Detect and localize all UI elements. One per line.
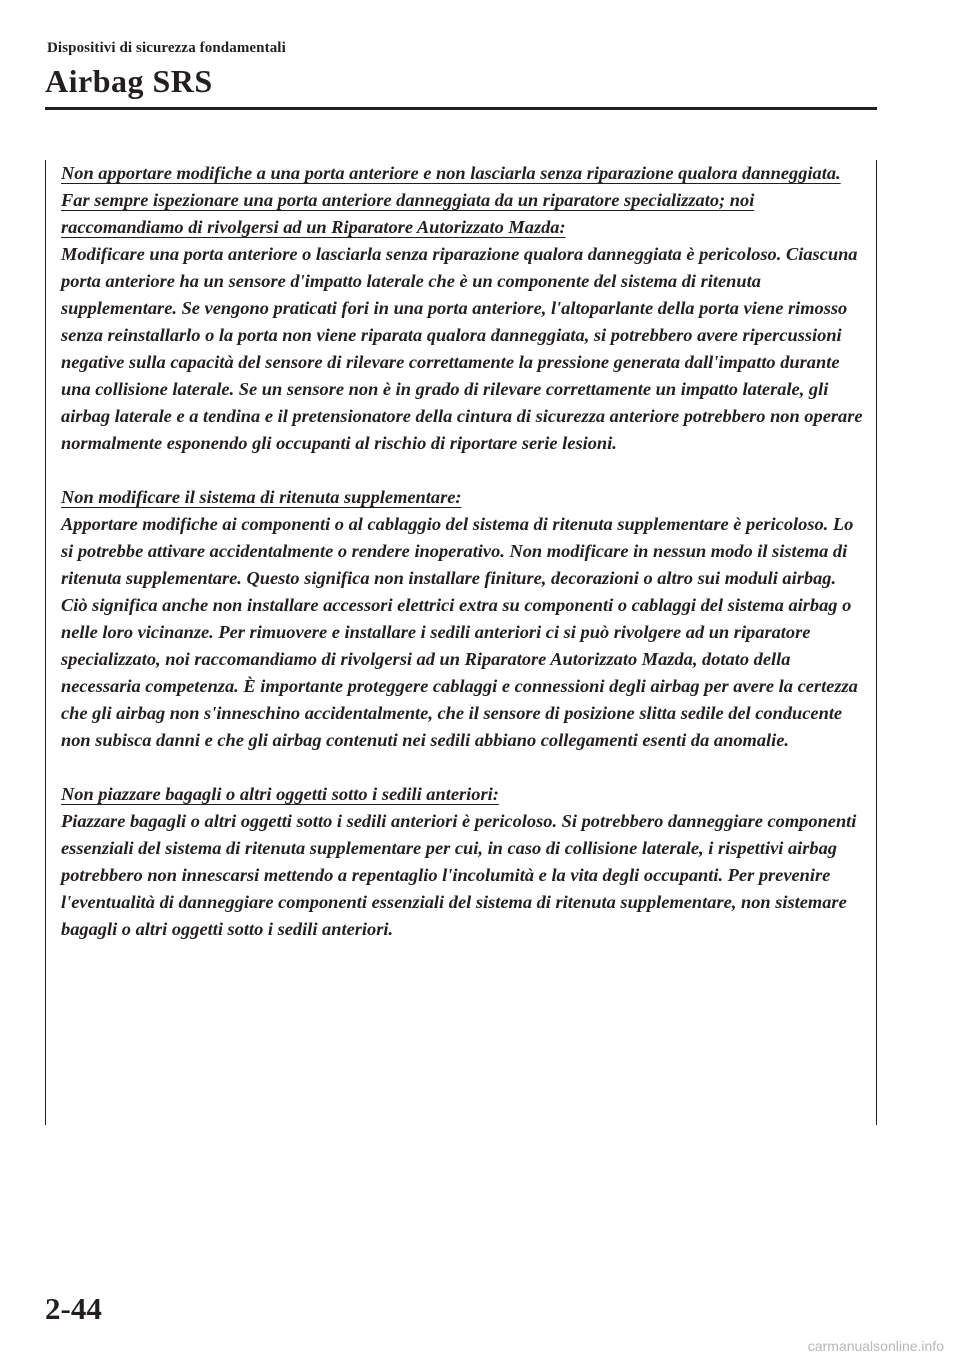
warning-bracket-right xyxy=(876,160,877,1125)
header-rule xyxy=(45,107,877,110)
warning-text: Modificare una porta anteriore o lasciarla senza riparazione qualora danneggiata è pericoloso. Ciascuna porta anteriore ha un sensore d'impatto laterale che è un componente del sistema di ritenuta supplementare. Se vengono praticati fori in una porta anteriore, l'altoparlante della porta viene rimosso senza reinstallarlo o la porta non viene riparata qualora danneggiata, si potrebbero avere ripercussioni negative sulla capacità del sensore di rilevare correttamente la pressione generata dall'impatto durante una collisione laterale. Se un sensore non è in grado di rilevare correttamente un impatto laterale, gli airbag laterale e a tendina e il pretensionatore della cintura di sicurezza anteriore potrebbero non operare normalmente esponendo gli occupanti al rischio di riportare serie lesioni. xyxy=(61,244,863,453)
warning-text: Apportare modifiche ai componenti o al cablaggio del sistema di ritenuta supplementare è pericoloso. Lo si potrebbe attivare accidentalmente o rendere inoperativo. Non modificare in nessun modo il sistema di ritenuta supplementare. Questo significa non installare finiture, decorazioni o altro sui moduli airbag. Ciò significa anche non installare accessori elettrici extra su componenti o cablaggi del sistema airbag o nelle loro vicinanze. Per rimuovere e installare i sedili anteriori ci si può rivolgere ad un riparatore specializzato, noi raccomandiamo di rivolgersi ad un Riparatore Autorizzato Mazda, dotato della necessaria competenza. È importante proteggere cablaggi e connessioni degli airbag per avere la certezza che gli airbag non s'inneschino accidentalmente, che il sensore di posizione slitta sedile del conducente non subisca danni e che gli airbag contenuti nei sedili abbiano collegamenti esenti da anomalie. xyxy=(61,514,858,750)
warning-box xyxy=(61,160,866,943)
page-number: 2-44 xyxy=(45,1291,102,1326)
section-label: Dispositivi di sicurezza fondamentali xyxy=(47,40,286,56)
watermark: carmanualsonline.info xyxy=(807,1338,944,1354)
warning-block xyxy=(61,160,866,457)
warning-block xyxy=(61,781,866,943)
warning-bracket-left xyxy=(45,160,46,1125)
page-title: Airbag SRS xyxy=(45,63,213,99)
warning-heading: Non apportare modifiche a una porta anteriore e non lasciarla senza riparazione qualora danneggiata. Far sempre ispezionare una porta anteriore danneggiata da un riparatore specializzato; noi raccomandiamo di rivolgersi ad un Riparatore Autorizzato Mazda: xyxy=(61,163,841,237)
warning-text: Piazzare bagagli o altri oggetti sotto i sedili anteriori è pericoloso. Si potrebbero danneggiare componenti essenziali del sistema di ritenuta supplementare per cui, in caso di collisione laterale, i rispettivi airbag potrebbero non innescarsi mettendo a repentaglio l'incolumità e la vita degli occupanti. Per prevenire l'eventualità di danneggiare componenti essenziali del sistema di ritenuta supplementare, non sistemare bagagli o altri oggetti sotto i sedili anteriori. xyxy=(61,811,857,939)
warning-block xyxy=(61,484,866,754)
warning-heading: Non piazzare bagagli o altri oggetti sotto i sedili anteriori: xyxy=(61,784,499,804)
warning-heading: Non modificare il sistema di ritenuta supplementare: xyxy=(61,487,462,507)
